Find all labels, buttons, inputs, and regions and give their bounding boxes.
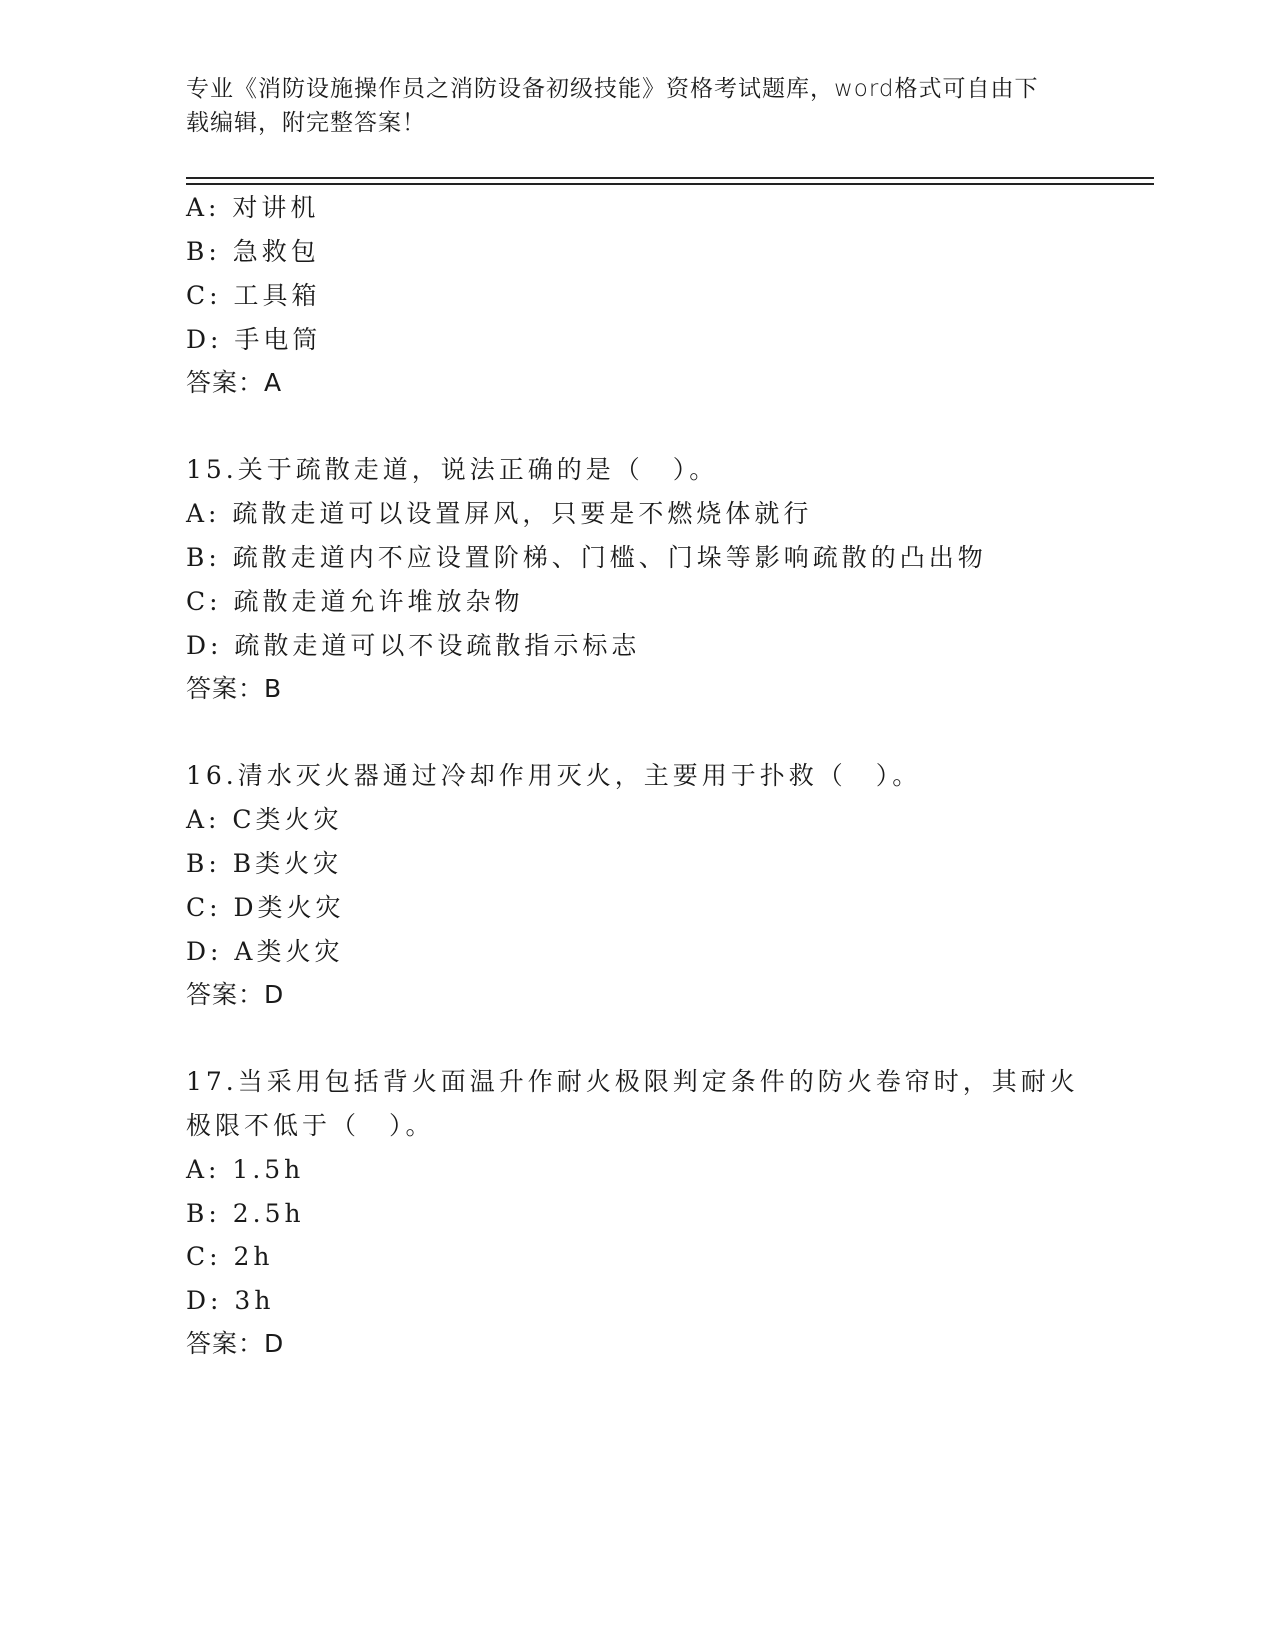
q15-stem: 15.关于疏散走道，说法正确的是（ ）。 — [186, 455, 719, 484]
q17-stem-line-1: 17.当采用包括背火面温升作耐火极限判定条件的防火卷帘时，其耐火 — [186, 1067, 1079, 1096]
q16-answer: 答案：D — [186, 980, 285, 1009]
q14-option-a: A: 对讲机 — [186, 193, 320, 222]
q14-option-b: B: 急救包 — [186, 237, 320, 266]
q17-stem-line-2: 极限不低于（ ）。 — [186, 1111, 435, 1140]
header-rule-top — [186, 177, 1154, 179]
q15-option-a: A: 疏散走道可以设置屏风，只要是不燃烧体就行 — [186, 499, 813, 528]
q14-option-c: C: 工具箱 — [186, 281, 321, 310]
q16-stem: 16.清水灭火器通过冷却作用灭火，主要用于扑救（ ）。 — [186, 761, 922, 790]
q14-answer: 答案：A — [186, 368, 283, 397]
q15-option-b: B: 疏散走道内不应设置阶梯、门槛、门垛等影响疏散的凸出物 — [186, 543, 987, 572]
header-line-2: 载编辑，附完整答案！ — [186, 110, 426, 136]
q16-option-a: A: C类火灾 — [186, 805, 343, 834]
q17-option-b: B: 2.5h — [186, 1199, 305, 1228]
q16-option-b: B: B类火灾 — [186, 849, 343, 878]
q17-option-d: D: 3h — [186, 1286, 275, 1315]
q14-option-d: D: 手电筒 — [186, 325, 322, 354]
q16-option-d: D: A类火灾 — [186, 937, 344, 966]
q15-option-c: C: 疏散走道允许堆放杂物 — [186, 587, 524, 616]
header-line-1: 专业《消防设施操作员之消防设备初级技能》资格考试题库，word格式可自由下 — [186, 76, 1039, 102]
document-header — [186, 72, 1076, 140]
q17-option-c: C: 2h — [186, 1242, 274, 1271]
header-rule-bottom — [186, 183, 1154, 185]
q16-option-c: C: D类火灾 — [186, 893, 345, 922]
q15-option-d: D: 疏散走道可以不设疏散指示标志 — [186, 631, 641, 660]
q17-answer: 答案：D — [186, 1329, 285, 1358]
q15-answer: 答案：B — [186, 674, 283, 703]
q17-option-a: A: 1.5h — [186, 1155, 305, 1184]
